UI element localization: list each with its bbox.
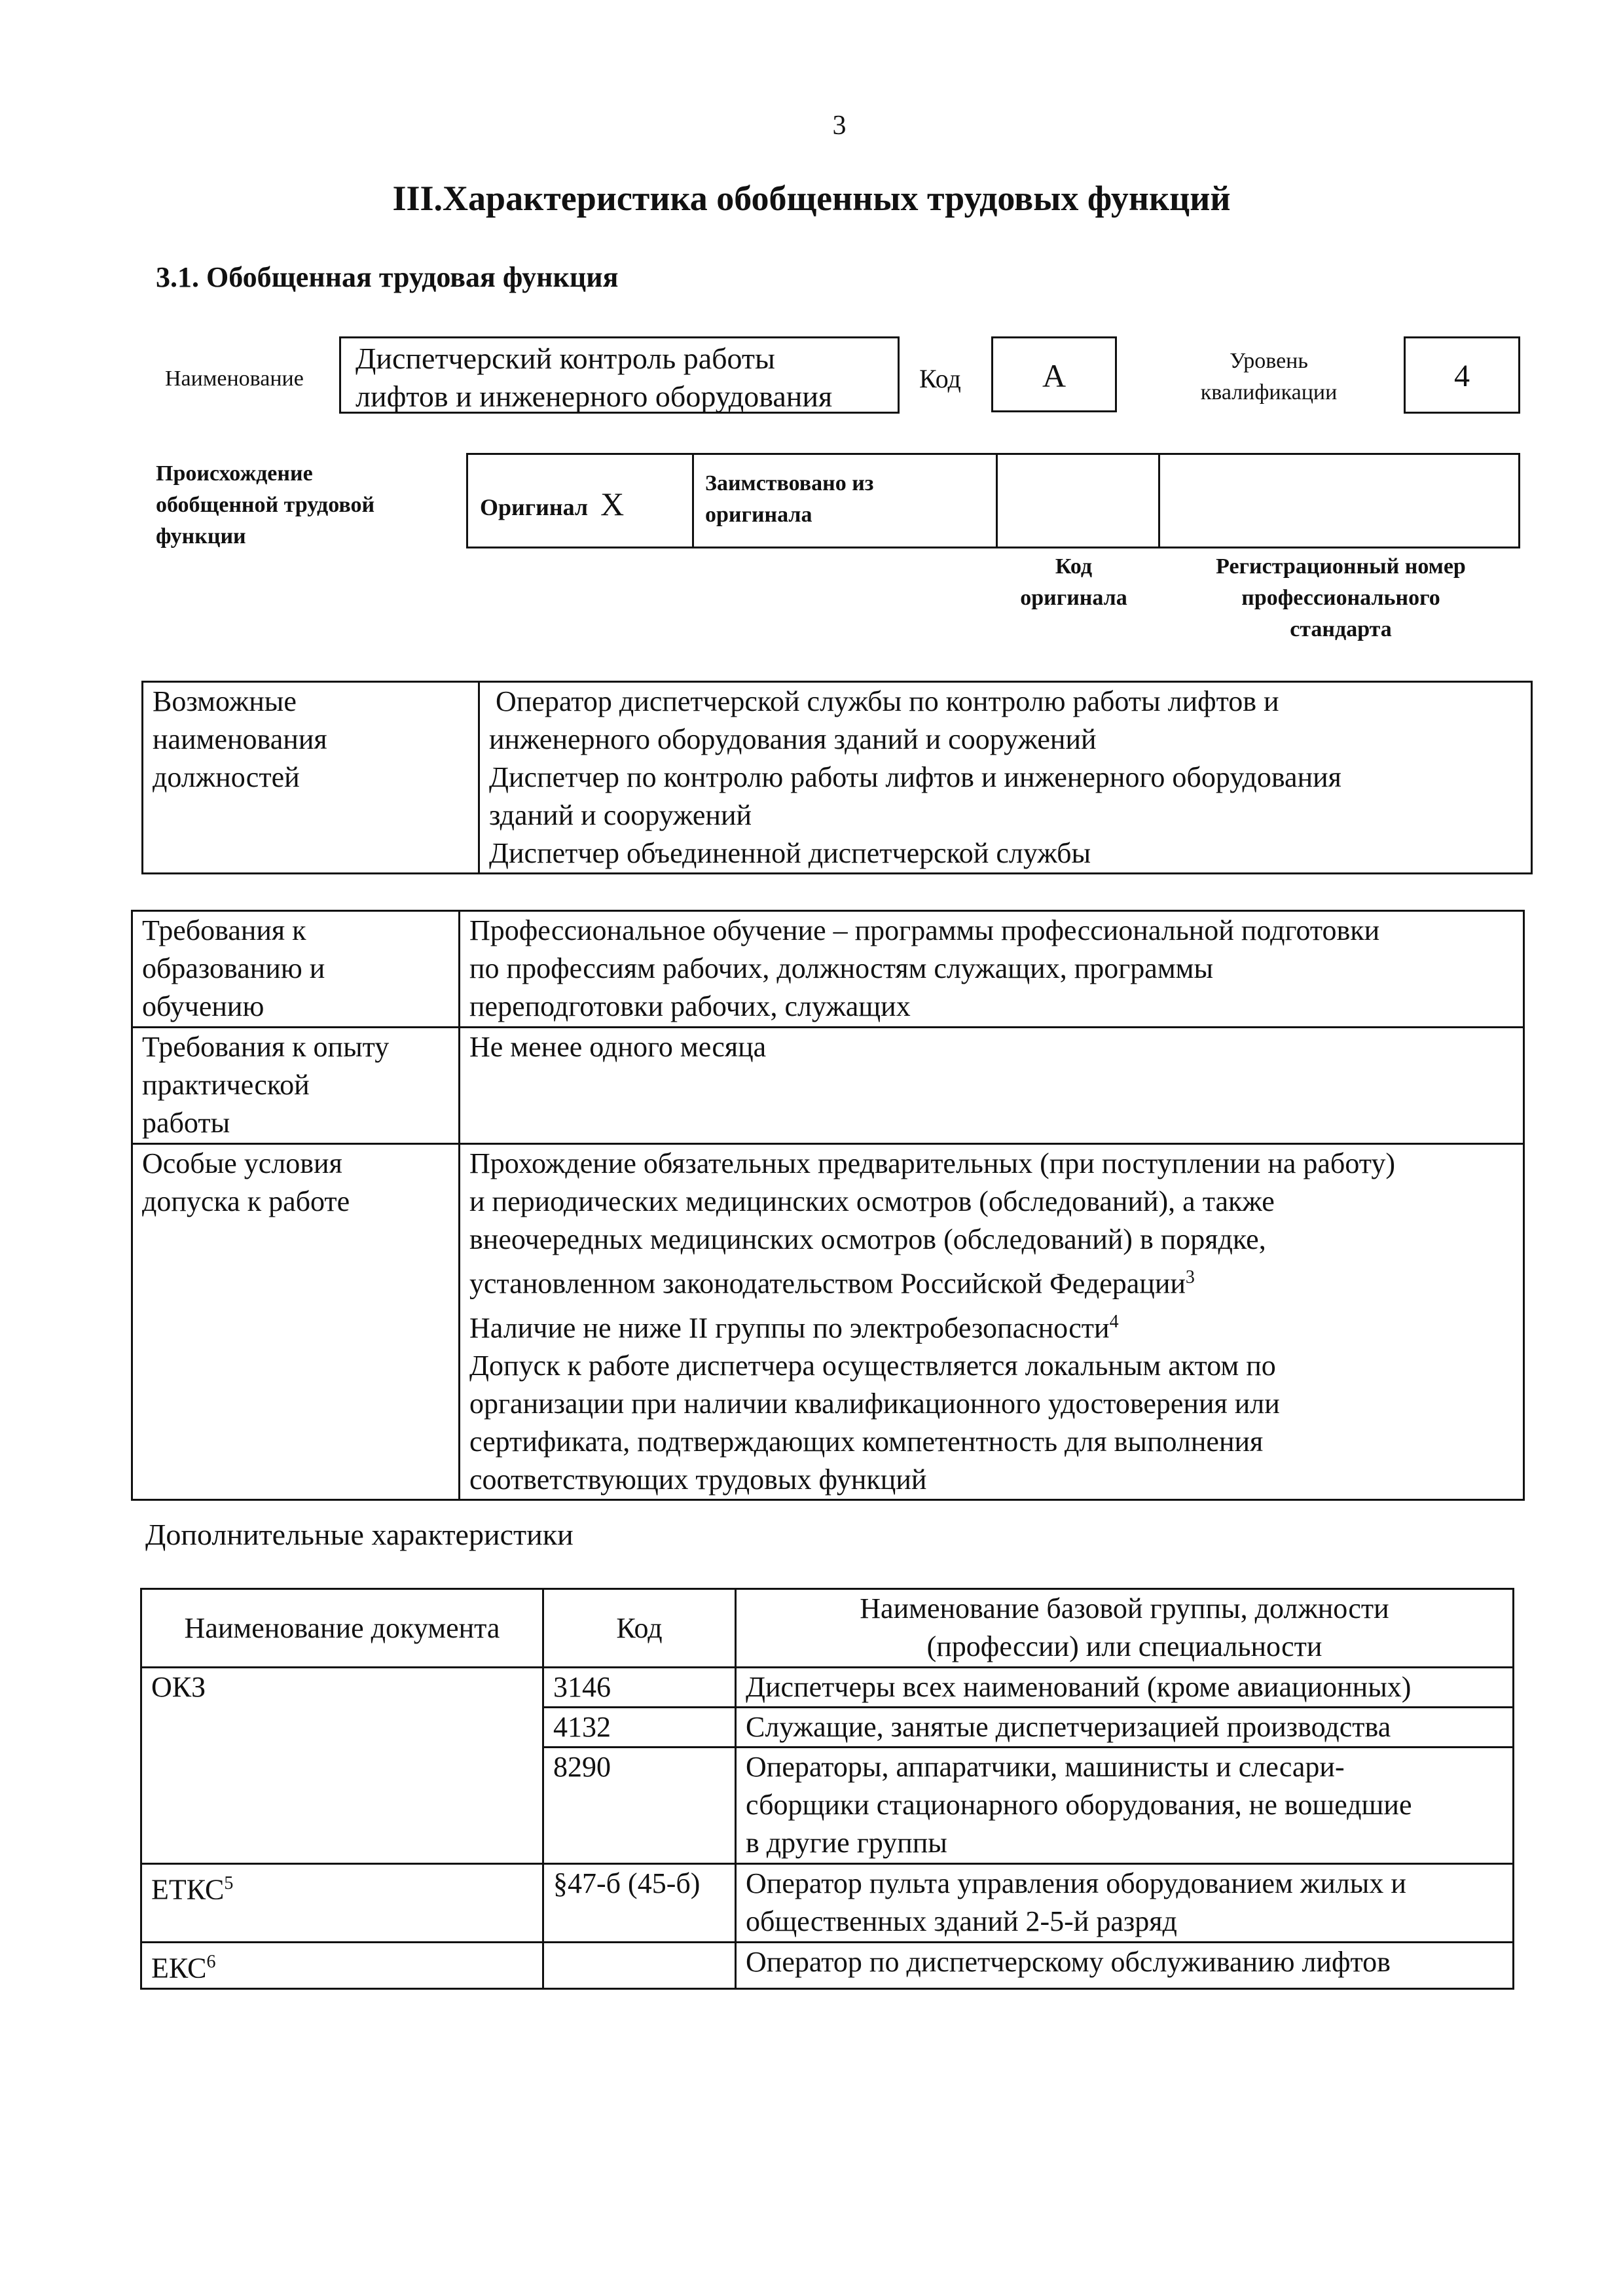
table-row xyxy=(141,1943,1514,1989)
code-label: Код xyxy=(919,364,961,393)
section-title: III.Характеристика обобщенных трудовых функций xyxy=(392,179,1231,218)
header-name: Наименование базовой группы, должности (профессии) или специальности xyxy=(736,1589,1514,1668)
footnote-6: 6 xyxy=(206,1952,216,1972)
name-cell: Служащие, занятые диспетчеризацией производства xyxy=(736,1708,1514,1748)
additional-title: Дополнительные характеристики xyxy=(145,1518,574,1551)
original-label: Оригинал xyxy=(480,494,589,520)
code-cell xyxy=(543,1943,736,1989)
table-header-row xyxy=(141,1589,1514,1668)
table-row xyxy=(132,911,1524,1028)
code-cell: 3146 xyxy=(543,1668,736,1708)
level-value: 4 xyxy=(1454,359,1470,393)
positions-value xyxy=(479,682,1532,874)
table-row xyxy=(141,1668,1514,1708)
position-line: Оператор диспетчерской службы по контролю работы лифтов и xyxy=(496,685,1279,717)
experience-value: Не менее одного месяца xyxy=(460,1028,1524,1144)
education-label: Требования к образованию и обучению xyxy=(132,911,460,1028)
name-cell: Диспетчеры всех наименований (кроме авиационных) xyxy=(736,1668,1514,1708)
header-doc: Наименование документа xyxy=(141,1589,543,1668)
position-line: инженерного оборудования зданий и сооружений xyxy=(489,723,1097,755)
footnote-3: 3 xyxy=(1185,1267,1195,1287)
name-value-box xyxy=(339,336,900,414)
code-cell: 8290 xyxy=(543,1748,736,1864)
origin-table xyxy=(466,453,1520,548)
position-line: зданий и сооружений xyxy=(489,799,752,831)
page-number: 3 xyxy=(832,111,847,141)
positions-label: Возможные наименования должностей xyxy=(143,682,479,874)
code-value: А xyxy=(1042,357,1067,394)
table-row xyxy=(132,1028,1524,1144)
experience-label: Требования к опыту практической работы xyxy=(132,1028,460,1144)
original-mark: X xyxy=(600,486,625,522)
additional-table xyxy=(140,1588,1514,1990)
position-line: Диспетчер объединенной диспетчерской службы xyxy=(489,837,1091,869)
code-cell: 4132 xyxy=(543,1708,736,1748)
name-value-line: Диспетчерский контроль работы xyxy=(356,342,775,375)
footnote-4: 4 xyxy=(1109,1311,1119,1332)
code-cell: §47-б (45-б) xyxy=(543,1864,736,1943)
admission-label: Особые условия допуска к работе xyxy=(132,1144,460,1500)
doc-cell: ОКЗ xyxy=(141,1668,543,1864)
code-original-caption: Код оригинала xyxy=(1020,554,1127,610)
footnote-5: 5 xyxy=(224,1873,234,1893)
code-value-box xyxy=(991,336,1117,412)
name-cell: Операторы, аппаратчики, машинисты и слесари- сборщики стационарного оборудования, не вошедшие в другие группы xyxy=(736,1748,1514,1864)
requirements-table xyxy=(131,910,1525,1501)
positions-table xyxy=(141,681,1533,874)
name-cell: Оператор по диспетчерскому обслуживанию лифтов xyxy=(736,1943,1514,1989)
name-value-line: лифтов и инженерного оборудования xyxy=(356,380,833,413)
origin-label: Происхождение обобщенной трудовой функции xyxy=(156,461,375,548)
name-cell: Оператор пульта управления оборудованием жилых и общественных зданий 2-5-й разряд xyxy=(736,1864,1514,1943)
subsection-title: 3.1. Обобщенная трудовая функция xyxy=(156,261,619,293)
doc-cell: ЕКС$^6$ xyxy=(141,1943,543,1989)
position-line: Диспетчер по контролю работы лифтов и инженерного оборудования xyxy=(489,761,1341,793)
table-row xyxy=(132,1144,1524,1500)
level-value-box xyxy=(1404,336,1520,414)
reg-number-caption: Регистрационный номер профессионального стандарта xyxy=(1216,554,1466,641)
table-row xyxy=(141,1864,1514,1943)
header-code: Код xyxy=(543,1589,736,1668)
borrowed-label: Заимствовано из оригинала xyxy=(705,471,874,527)
doc-cell: ЕТКС$^5$ xyxy=(141,1864,543,1943)
education-value: Профессиональное обучение – программы профессиональной подготовки по профессиям рабочих, должностям служащих, программы переподготовки рабочих, служащих xyxy=(460,911,1524,1028)
admission-value: Прохождение обязательных предварительных (при поступлении на работу) и периодических медицинских осмотров (обследований), а также внеочередных медицинских осмотров (обследований) в порядке, установленном законодательством Российской Федерации$^3$ Наличие не ниже II группы по электробезопасности$^4$ Допуск к работе диспетчера осуществляется локальным актом по организации при наличии квалификационного удостоверения или сертификата, подтверждающих компетентность для выполнения соответствующих трудовых функций xyxy=(460,1144,1524,1500)
level-label: Уровень квалификации xyxy=(1200,349,1338,404)
name-label: Наименование xyxy=(165,367,304,391)
